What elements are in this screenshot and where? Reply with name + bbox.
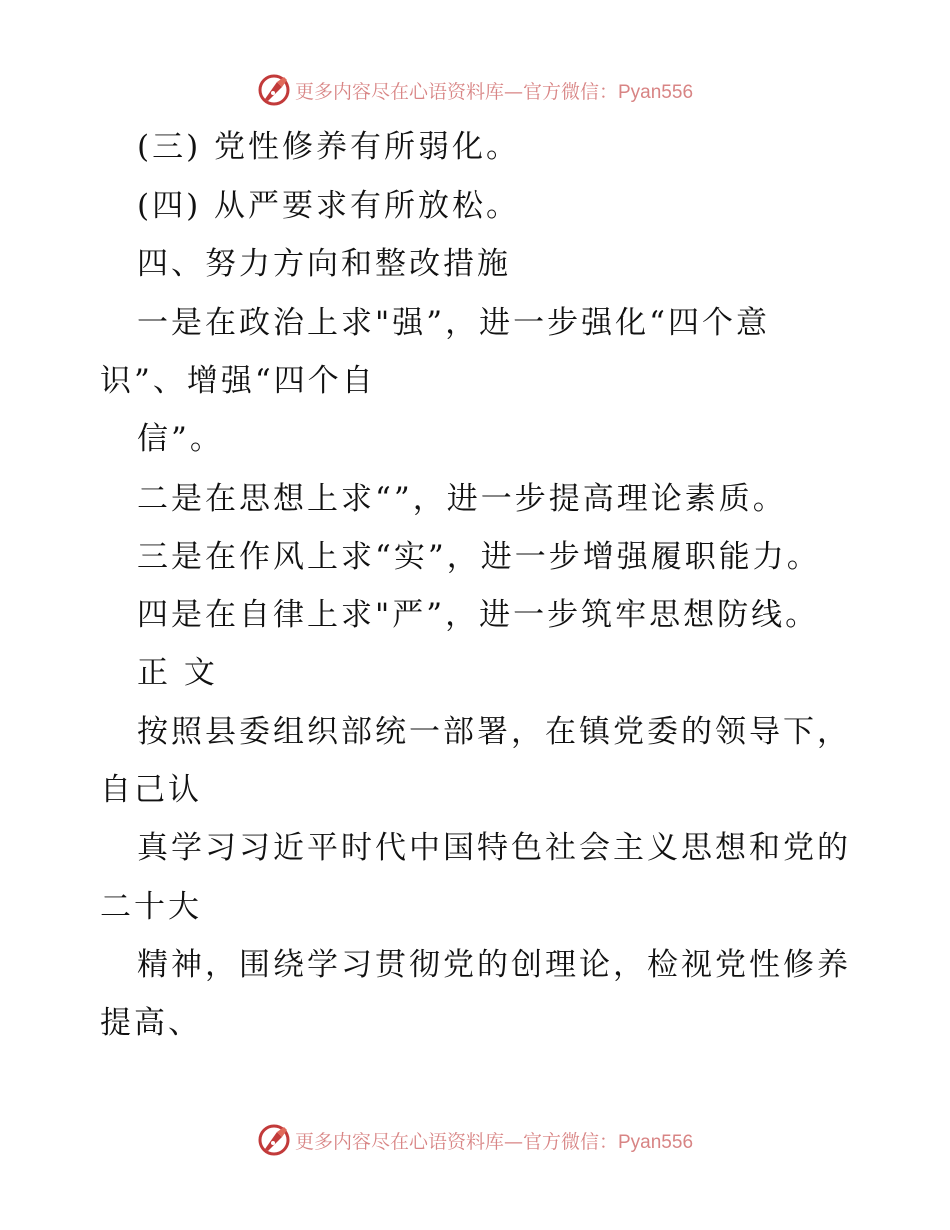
pen-nib-logo-icon [257,73,291,107]
text-line: 信”。 [137,421,224,457]
section-heading: 四、努力方向和整改措施 [137,246,511,282]
banner-text [295,77,693,104]
text-line: 真学习习近平时代中国特色社会主义思想和党的 [137,830,851,866]
text-line: (四) 从严要求有所放松。 [137,188,521,224]
text-line: 提高、 [100,1005,202,1041]
text-line: 按照县委组织部统一部署，在镇党委的领导下， [137,714,851,750]
text-line: 三是在作风上求“实”，进一步增强履职能力。 [137,539,821,575]
text-line: 四是在自律上求"严”，进一步筑牢思想防线。 [137,597,820,633]
pen-nib-logo-icon [257,1123,291,1157]
banner-dash: — [504,1130,523,1153]
text-line: 识”、增强“四个自 [100,363,376,399]
banner-main-text: 更多内容尽在心语资料库 [294,80,504,103]
banner-wechat-text: 官方微信：Pyan556 [523,1131,694,1153]
text-line: 一是在政治上求"强”，进一步强化“四个意 [137,305,770,341]
section-heading: 正 文 [137,655,218,691]
banner-dash: — [504,80,523,103]
text-line: 二是在思想上求“”，进一步提高理论素质。 [137,481,787,517]
banner-wechat-text: 官方微信：Pyan556 [523,81,694,103]
text-line: (三) 党性修养有所弱化。 [137,129,521,165]
text-line: 自己认 [100,772,202,808]
text-line: 二十大 [100,889,202,925]
banner-main-text: 更多内容尽在心语资料库 [294,1130,504,1153]
text-line: 精神，围绕学习贯彻党的创理论，检视党性修养 [137,947,851,983]
header-banner [0,70,950,110]
footer-banner [0,1120,950,1160]
banner-text [295,1127,693,1154]
